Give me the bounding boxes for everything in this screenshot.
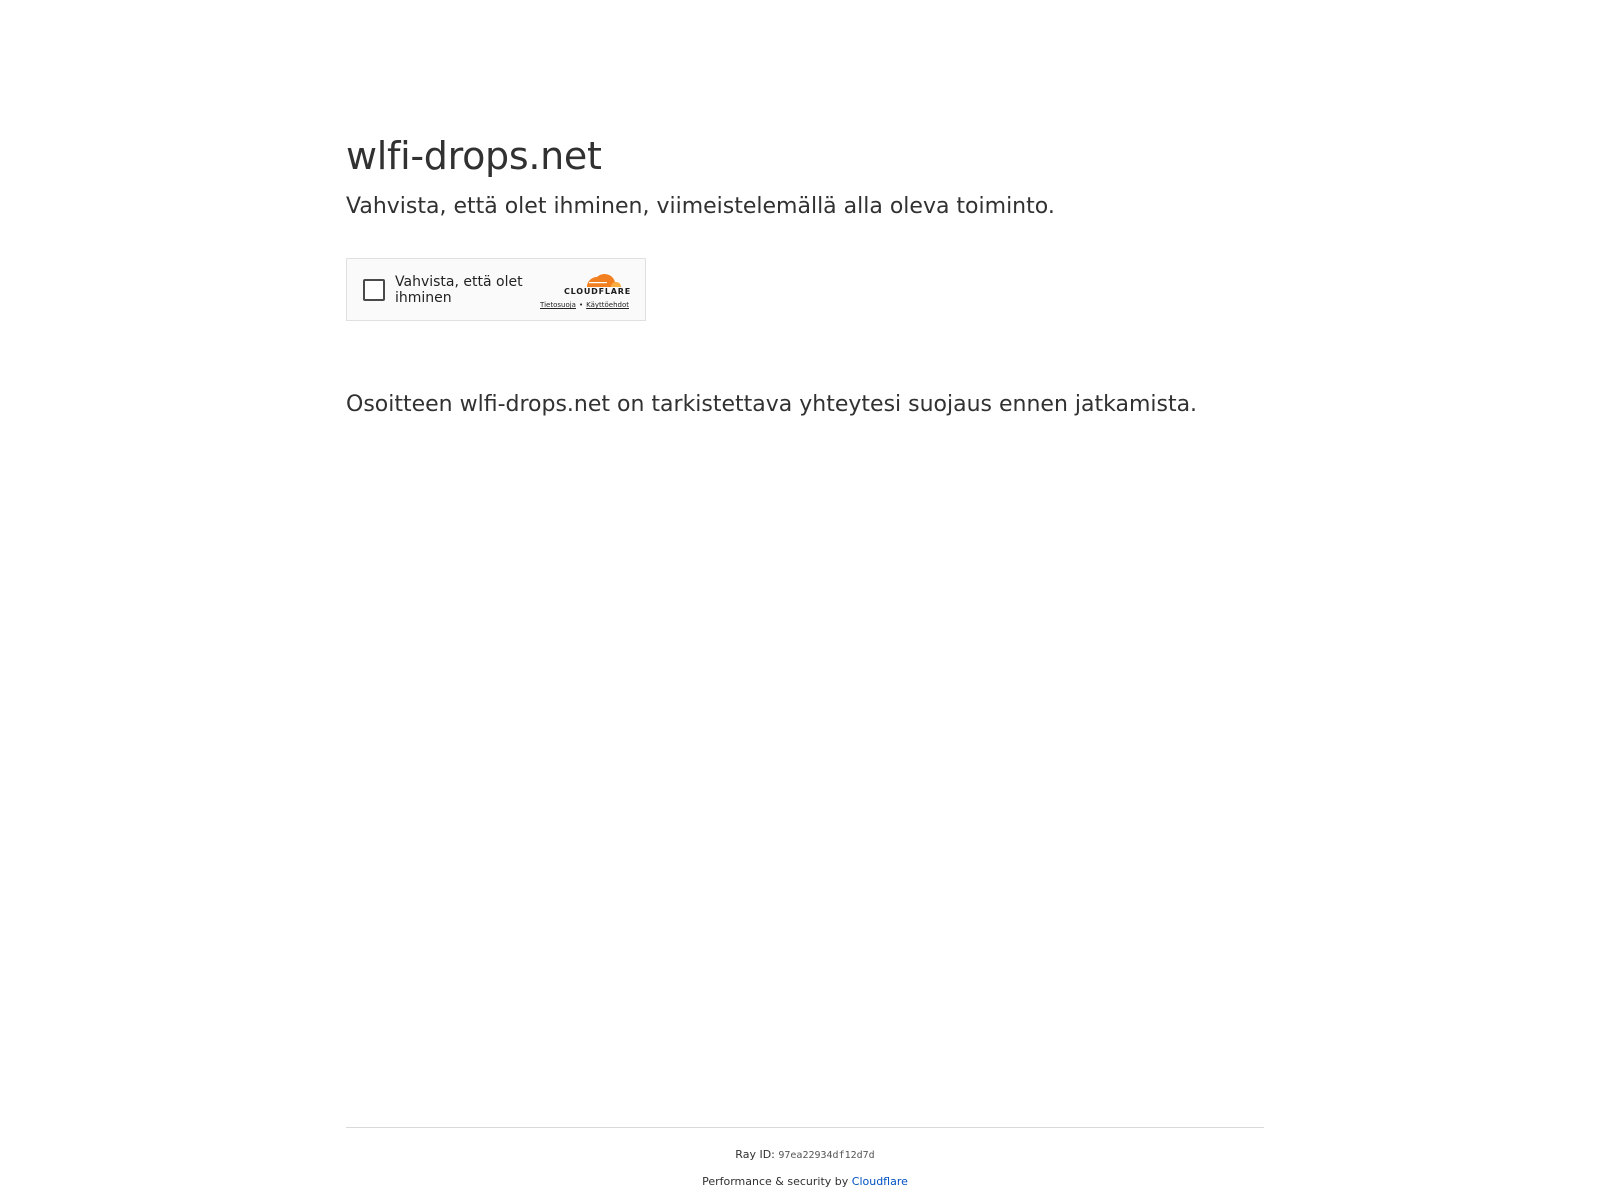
widget-links <box>540 301 629 309</box>
performance-label: Performance & security by <box>702 1175 849 1188</box>
site-title: wlfi-drops.net <box>346 134 602 178</box>
privacy-link[interactable]: Tietosuoja <box>540 301 576 309</box>
ray-id-value: 97ea22934df12d7d <box>778 1150 875 1161</box>
turnstile-widget <box>346 258 646 321</box>
cloudflare-link[interactable]: Cloudflare <box>851 1175 908 1188</box>
main-content <box>346 132 1264 417</box>
verify-checkbox[interactable] <box>363 279 385 301</box>
performance-credit <box>346 1175 1264 1188</box>
verify-checkbox-label[interactable]: Vahvista, että olet ihminen <box>395 274 523 306</box>
security-check-message: Osoitteen wlfi-drops.net on tarkistettava yhteytesi suojaus ennen jatkamista. <box>346 392 1198 417</box>
link-separator: • <box>578 301 584 309</box>
verification-instruction: Vahvista, että olet ihminen, viimeistelemällä alla oleva toiminto. <box>346 194 1055 219</box>
terms-link[interactable]: Käyttöehdot <box>586 301 629 309</box>
cloudflare-wordmark: CLOUDFLARE <box>564 287 631 296</box>
footer-divider <box>346 1127 1264 1128</box>
ray-id-label: Ray ID: <box>735 1148 775 1161</box>
ray-id <box>346 1148 1264 1161</box>
